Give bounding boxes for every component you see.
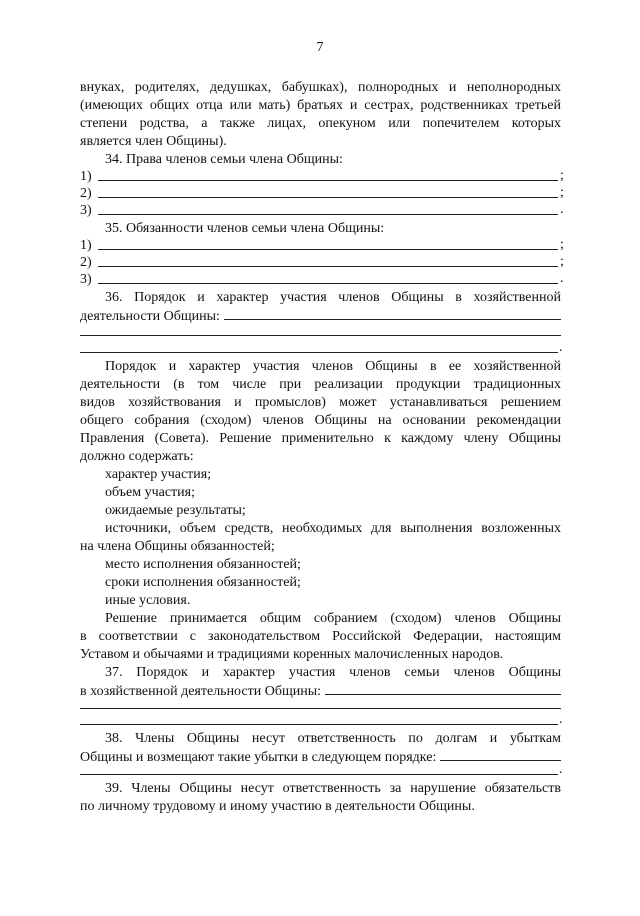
page-number: 7 bbox=[316, 40, 324, 55]
list-item: характер участия; bbox=[105, 467, 212, 482]
text-line: общего собрания (сходом) членов Общины на основании рекомендации bbox=[80, 413, 561, 428]
blank-item-34-2[interactable] bbox=[80, 185, 561, 202]
item-number: 1) bbox=[80, 169, 92, 184]
blank-line bbox=[224, 307, 561, 320]
blank-line bbox=[80, 708, 561, 709]
text-line: должно содержать: bbox=[80, 449, 194, 464]
blank-line bbox=[98, 283, 558, 284]
list-item: ожидаемые результаты; bbox=[105, 503, 246, 518]
text-line: видов хозяйствования и промыслов) может устанавливаться решением bbox=[80, 395, 561, 410]
text-line: деятельности (в том числе при реализации продукции традиционных bbox=[80, 377, 561, 392]
list-item: место исполнения обязанностей; bbox=[105, 557, 301, 572]
blank-line bbox=[80, 724, 558, 725]
list-item: иные условия. bbox=[105, 593, 191, 608]
blank-field-37[interactable] bbox=[80, 682, 561, 699]
section-38-heading: 38. Члены Общины несут ответственность по долгам и убыткам bbox=[105, 731, 561, 746]
text-line: (имеющих общих отца или мать) братьях и сестрах, родственниках третьей bbox=[80, 98, 561, 113]
blank-line bbox=[440, 748, 561, 761]
text-line: Уставом и обычаями и традициями коренных малочисленных народов. bbox=[80, 647, 504, 662]
blank-line bbox=[80, 774, 558, 775]
list-item: источники, объем средств, необходимых для выполнения возложенных bbox=[105, 521, 561, 536]
item-number: 3) bbox=[80, 203, 92, 218]
line-end-punct: ; bbox=[560, 185, 564, 200]
list-item: объем участия; bbox=[105, 485, 195, 500]
blank-line bbox=[98, 249, 558, 250]
section-35-heading: 35. Обязанности членов семьи члена Общины: bbox=[105, 221, 385, 236]
blank-item-35-3[interactable] bbox=[80, 271, 561, 288]
line-end-punct: . bbox=[560, 202, 564, 217]
text-line: является член Общины). bbox=[80, 134, 227, 149]
text-line: Решение принимается общим собранием (сходом) членов Общины bbox=[105, 611, 561, 626]
blank-line bbox=[80, 352, 558, 353]
text-line: в соответствии с законодательством Российской Федерации, настоящим bbox=[80, 629, 561, 644]
blank-line bbox=[80, 335, 561, 336]
section-37-heading: 37. Порядок и характер участия членов семьи членов Общины bbox=[105, 665, 561, 680]
item-number: 3) bbox=[80, 272, 92, 287]
text-line: внуках, родителях, дедушках, бабушках), полнородных и неполнородных bbox=[80, 80, 561, 95]
item-number: 1) bbox=[80, 238, 92, 253]
line-end-punct: . bbox=[559, 712, 563, 727]
text-line: Правления (Совета). Решение применительно к каждому члену Общины bbox=[80, 431, 561, 446]
blank-item-35-1[interactable] bbox=[80, 237, 561, 254]
line-end-punct: ; bbox=[560, 254, 564, 269]
line-end-punct: ; bbox=[560, 168, 564, 183]
text-line: Порядок и характер участия членов Общины в ее хозяйственной bbox=[105, 359, 561, 374]
text-line: в хозяйственной деятельности Общины: bbox=[80, 684, 322, 699]
blank-item-35-2[interactable] bbox=[80, 254, 561, 271]
blank-line bbox=[325, 682, 561, 695]
text-line: Общины и возмещают такие убытки в следующем порядке: bbox=[80, 750, 437, 765]
section-36-heading: 36. Порядок и характер участия членов Общины в хозяйственной bbox=[105, 290, 561, 305]
item-number: 2) bbox=[80, 255, 92, 270]
line-end-punct: . bbox=[559, 340, 563, 355]
line-end-punct: ; bbox=[560, 237, 564, 252]
text-line: деятельности Общины: bbox=[80, 309, 220, 324]
blank-item-34-3[interactable] bbox=[80, 202, 561, 219]
blank-field-38[interactable] bbox=[80, 748, 561, 765]
section-39-heading: 39. Члены Общины несут ответственность за нарушение обязательств bbox=[105, 781, 561, 796]
section-34-heading: 34. Права членов семьи члена Общины: bbox=[105, 152, 343, 167]
text-line: по личному трудовому и иному участию в деятельности Общины. bbox=[80, 799, 475, 814]
text-line: степени родства, а также лицах, опекуном или попечителем которых bbox=[80, 116, 561, 131]
line-end-punct: . bbox=[559, 762, 563, 777]
list-item: сроки исполнения обязанностей; bbox=[105, 575, 301, 590]
line-end-punct: . bbox=[560, 271, 564, 286]
item-number: 2) bbox=[80, 186, 92, 201]
blank-line bbox=[98, 197, 558, 198]
blank-line bbox=[98, 214, 558, 215]
text-line: на члена Общины обязанностей; bbox=[80, 539, 275, 554]
blank-line bbox=[98, 266, 558, 267]
blank-field-36[interactable] bbox=[80, 307, 561, 324]
blank-line bbox=[98, 180, 558, 181]
blank-item-34-1[interactable] bbox=[80, 168, 561, 185]
